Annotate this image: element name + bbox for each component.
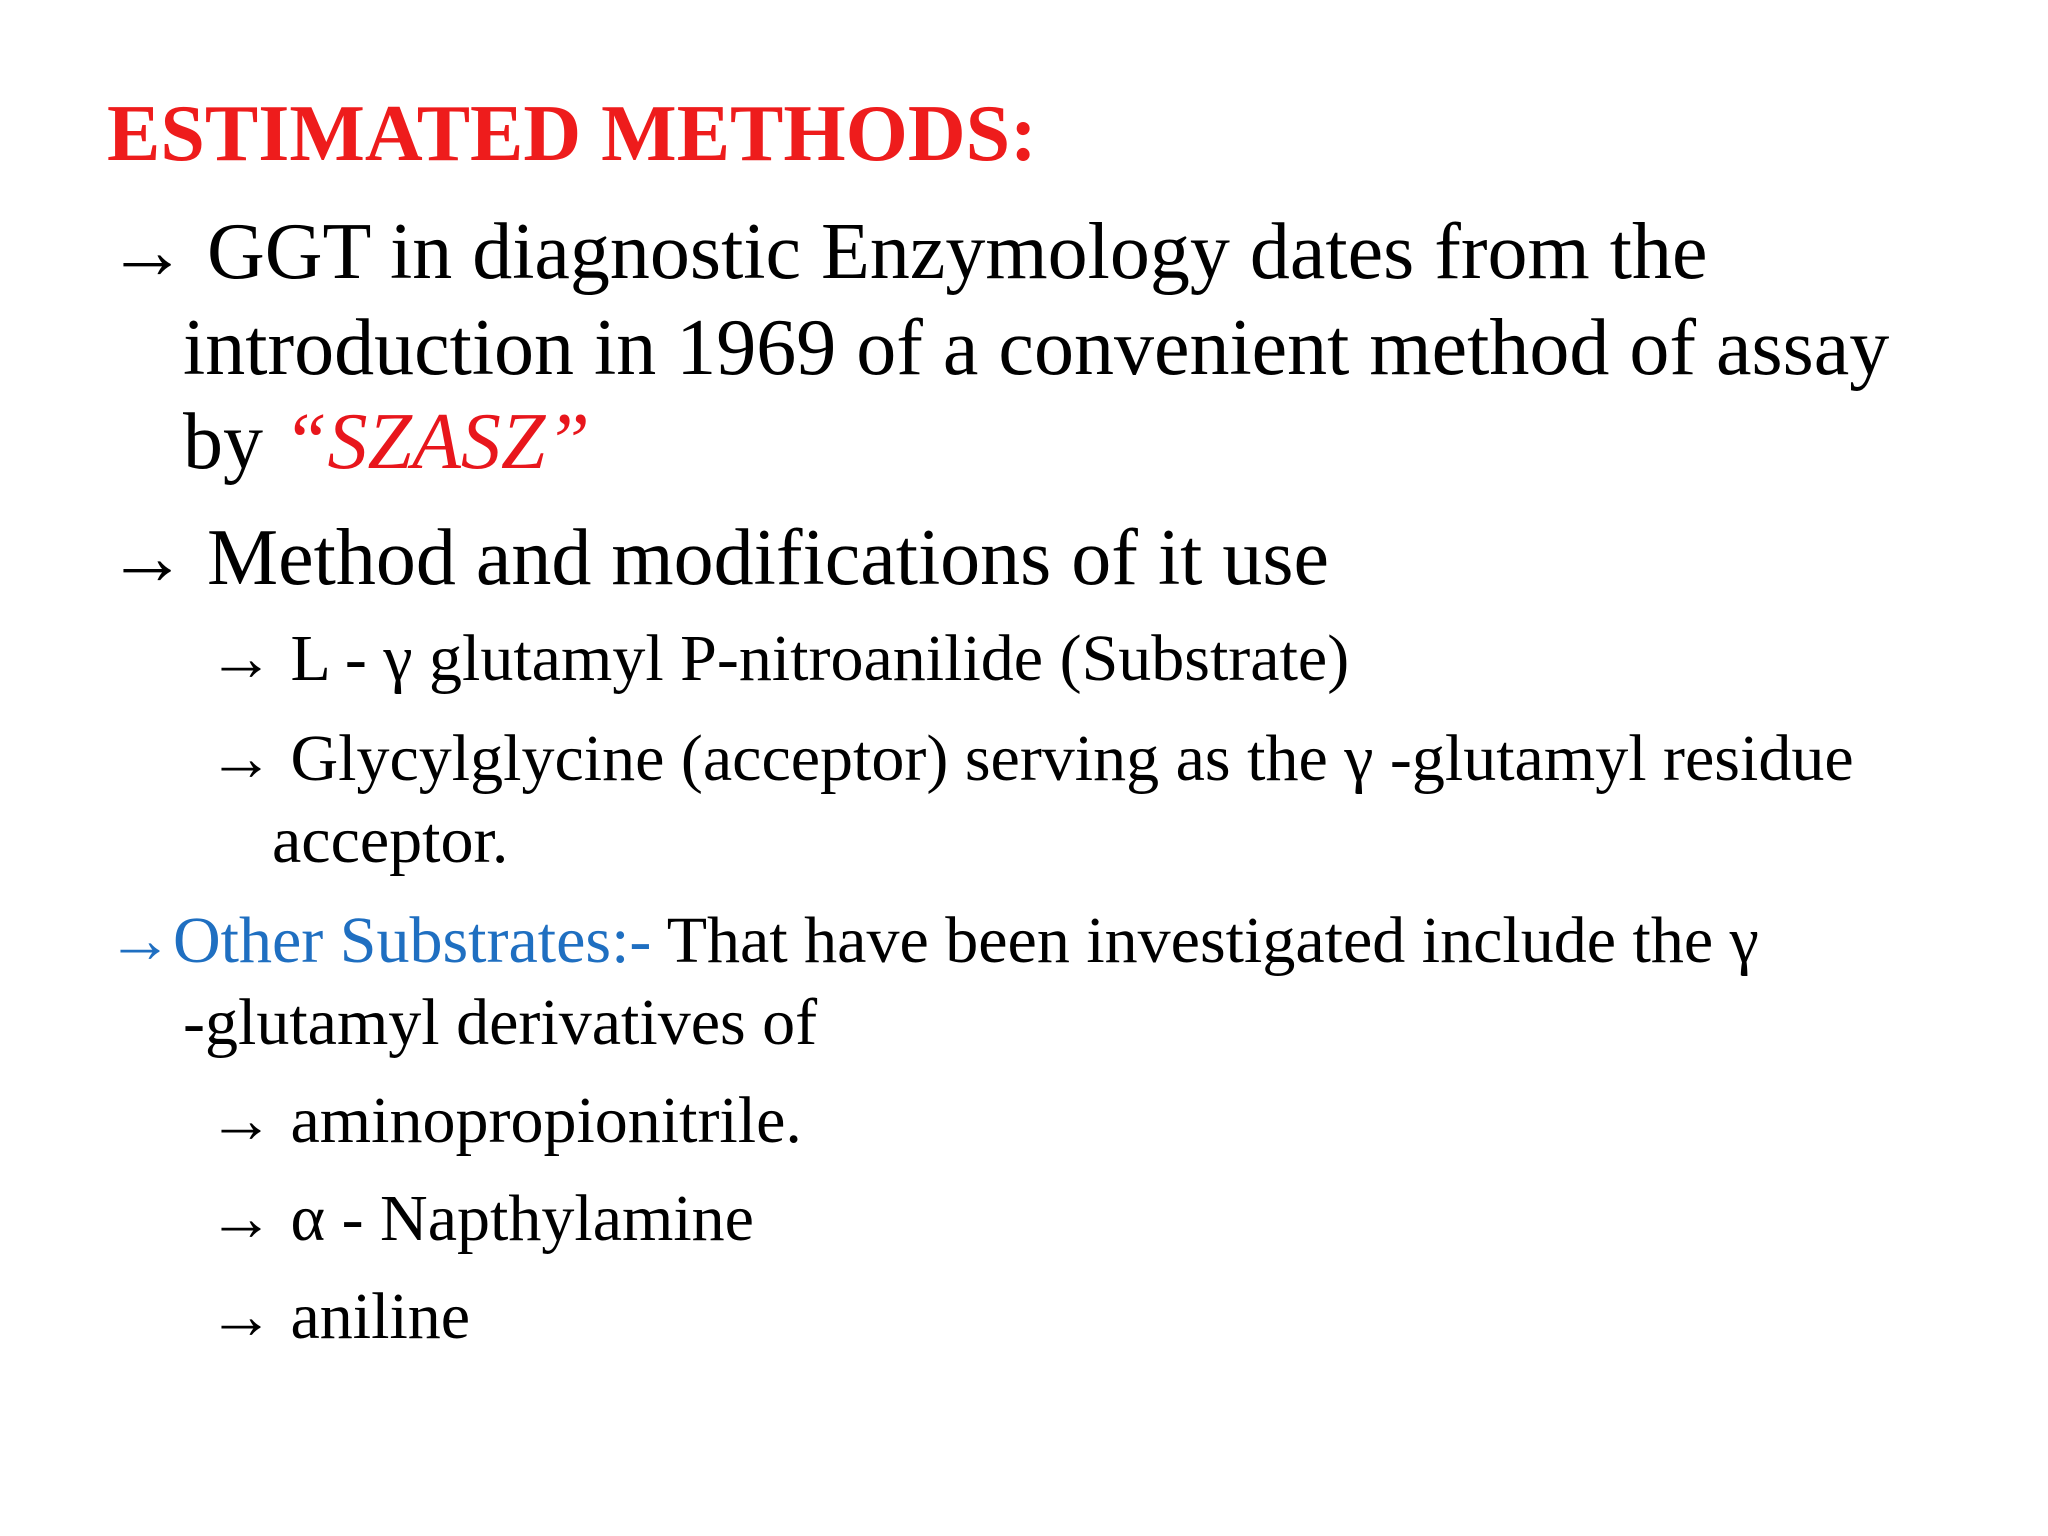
sub-bullet-napthylamine (208, 1182, 754, 1255)
bullet-ggt-line-3 (183, 398, 590, 486)
bullet-other-substrates-line-1 (107, 904, 1759, 977)
arrow-icon: → (208, 1280, 274, 1353)
author-highlight: “SZASZ” (283, 398, 590, 486)
bullet-text: GGT in diagnostic Enzymology dates from the (187, 208, 1708, 296)
sub-bullet-text: α - Napthylamine (274, 1182, 754, 1255)
slide-title: ESTIMATED METHODS: (107, 90, 1037, 178)
sub-bullet-text: Glycylglycine (acceptor) serving as the γ -glutamyl residue (274, 722, 1854, 795)
bullet-text: Method and modifications of it use (187, 514, 1330, 602)
sub-bullet-acceptor-line-2: acceptor. (272, 804, 509, 877)
sub-bullet-aminopropionitrile (208, 1084, 802, 1157)
sub-bullet-text: aminopropionitrile. (274, 1084, 802, 1157)
bullet-ggt-line-1 (107, 208, 1708, 296)
arrow-icon: → (208, 1182, 274, 1255)
arrow-icon: → (107, 904, 173, 977)
arrow-icon: → (208, 622, 274, 695)
arrow-icon: → (107, 514, 187, 602)
bullet-method (107, 514, 1330, 602)
bullet-other-substrates-line-2: -glutamyl derivatives of (183, 986, 818, 1059)
arrow-icon: → (208, 1084, 274, 1157)
bullet-ggt-line-2: introduction in 1969 of a convenient method of assay (183, 304, 1890, 392)
sub-bullet-text: L - γ glutamyl P-nitroanilide (Substrate) (274, 622, 1350, 695)
arrow-icon: → (107, 208, 187, 296)
arrow-icon: → (208, 722, 274, 795)
bullet-text: by (183, 398, 283, 486)
other-substrates-label: Other Substrates:- (173, 904, 652, 977)
sub-bullet-substrate (208, 622, 1350, 695)
bullet-text: That have been investigated include the γ (651, 904, 1759, 977)
sub-bullet-acceptor-line-1 (208, 722, 1854, 795)
sub-bullet-text: aniline (274, 1280, 471, 1353)
sub-bullet-aniline (208, 1280, 471, 1353)
